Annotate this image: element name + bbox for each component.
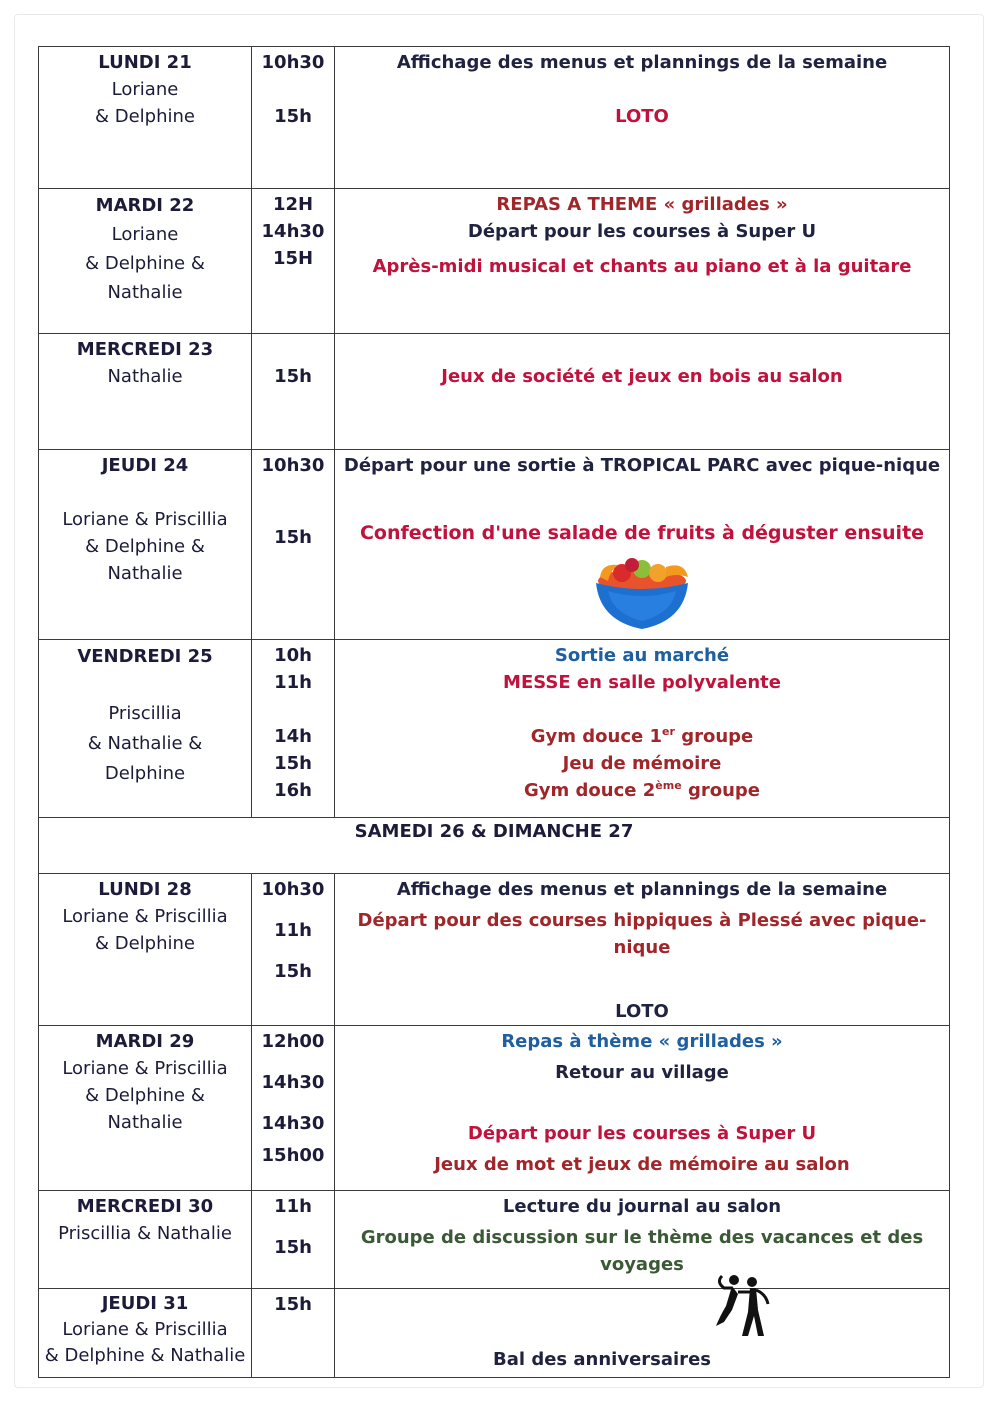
activity-label: Sortie au marché	[554, 645, 730, 666]
staff-label: & Delphine	[94, 933, 195, 954]
day-cell	[39, 450, 252, 640]
time-cell	[252, 450, 335, 640]
activity-label: Après-midi musical et chants au piano et à la guitare	[372, 256, 912, 277]
day-cell	[39, 1191, 252, 1289]
activity-label: Affichage des menus et plannings de la semaine	[396, 879, 888, 900]
staff-label: & Delphine &	[85, 253, 205, 274]
table-row	[39, 47, 950, 189]
time-label: 12h00	[261, 1031, 325, 1052]
day-cell	[39, 334, 252, 450]
table-row	[39, 1026, 950, 1191]
activity-label: Départ pour les courses à Super U	[467, 221, 817, 242]
staff-label: Priscillia & Nathalie	[58, 1223, 232, 1244]
staff-label: Nathalie	[107, 563, 183, 584]
time-label: 16h	[274, 780, 312, 801]
activity-cell	[335, 1191, 950, 1289]
time-label: 10h30	[261, 52, 325, 73]
activity-cell	[335, 189, 950, 334]
time-label: 14h	[274, 726, 312, 747]
staff-label: Loriane & Priscillia	[62, 1319, 228, 1340]
time-label: 15h	[274, 366, 312, 387]
table-row	[39, 1191, 950, 1289]
staff-label: Loriane	[111, 224, 179, 245]
weekly-activity-table	[38, 46, 950, 1378]
activity-label: Groupe de discussion sur le thème des vacances et des voyages	[360, 1227, 924, 1275]
day-label: LUNDI 21	[98, 52, 192, 73]
staff-label: & Nathalie &	[87, 733, 203, 754]
time-label: 15h	[274, 753, 312, 774]
activity-label: LOTO	[615, 106, 669, 127]
activity-label: Départ pour les courses à Super U	[467, 1123, 817, 1144]
staff-label: Priscillia	[108, 703, 182, 724]
staff-label: Nathalie	[107, 1112, 183, 1133]
day-cell	[39, 1289, 252, 1378]
time-label: 15h	[274, 961, 312, 982]
staff-label: Loriane & Priscillia	[62, 1058, 228, 1079]
day-cell	[39, 874, 252, 1026]
activity-label: Départ pour une sortie à TROPICAL PARC avec pique-nique	[343, 455, 941, 476]
staff-label: & Delphine & Nathalie	[44, 1345, 246, 1366]
time-label: 14h30	[261, 221, 325, 242]
time-label: 15h	[274, 527, 312, 548]
staff-label: Loriane & Priscillia	[62, 906, 228, 927]
weekend-label: SAMEDI 26 & DIMANCHE 27	[39, 818, 950, 874]
staff-label: Nathalie	[107, 366, 183, 387]
time-label: 15h	[274, 1237, 312, 1258]
time-cell	[252, 189, 335, 334]
time-label: 14h30	[261, 1113, 325, 1134]
staff-label: Loriane & Priscillia	[62, 509, 228, 530]
activity-cell	[335, 640, 950, 818]
day-cell	[39, 640, 252, 818]
time-cell	[252, 640, 335, 818]
table-row	[39, 450, 950, 640]
time-label: 15h	[274, 106, 312, 127]
day-label: MERCREDI 23	[76, 339, 214, 360]
day-label: LUNDI 28	[98, 879, 192, 900]
day-label: MERCREDI 30	[76, 1196, 214, 1217]
activity-label: Gym douce 2ème groupe	[524, 779, 760, 801]
time-label: 15h00	[261, 1145, 325, 1166]
time-label: 15h	[274, 1294, 312, 1315]
time-label: 10h30	[261, 455, 325, 476]
table-row	[39, 1289, 950, 1378]
staff-label: Delphine	[104, 763, 186, 784]
activity-label: LOTO	[615, 1001, 669, 1022]
activity-label: Bal des anniversaires	[493, 1349, 711, 1370]
time-label: 12H	[272, 194, 314, 215]
staff-label: Nathalie	[107, 282, 183, 303]
activity-label: Départ pour des courses hippiques à Plessé avec pique-nique	[357, 910, 927, 958]
day-cell	[39, 47, 252, 189]
table-row	[39, 818, 950, 874]
table-row	[39, 640, 950, 818]
day-label: MARDI 22	[95, 195, 195, 216]
activity-cell	[335, 1026, 950, 1191]
table-row	[39, 334, 950, 450]
staff-label: & Delphine &	[85, 536, 205, 557]
activity-label: REPAS A THEME « grillades »	[496, 194, 788, 215]
time-label: 15H	[272, 248, 314, 269]
day-label: MARDI 29	[95, 1031, 195, 1052]
time-cell	[252, 874, 335, 1026]
time-cell	[252, 47, 335, 189]
day-label: JEUDI 24	[101, 455, 189, 476]
staff-label: & Delphine	[94, 106, 195, 127]
staff-label: Loriane	[111, 79, 179, 100]
activity-cell	[335, 874, 950, 1026]
time-cell	[252, 1026, 335, 1191]
time-cell	[252, 334, 335, 450]
activity-label: Affichage des menus et plannings de la semaine	[396, 52, 888, 73]
activity-cell	[335, 47, 950, 189]
activity-label: Confection d'une salade de fruits à déguster ensuite	[359, 522, 925, 544]
time-label: 11h	[274, 1196, 312, 1217]
dancing-couple-icon	[712, 1272, 776, 1342]
activity-cell	[335, 1289, 950, 1378]
day-label: JEUDI 31	[101, 1293, 189, 1314]
table-row	[39, 874, 950, 1026]
activity-label: Retour au village	[555, 1062, 729, 1083]
activity-label: Jeu de mémoire	[562, 753, 722, 774]
day-label: VENDREDI 25	[77, 646, 213, 667]
staff-label: & Delphine &	[85, 1085, 205, 1106]
table-row	[39, 189, 950, 334]
activity-cell	[335, 450, 950, 640]
day-cell	[39, 189, 252, 334]
time-cell	[252, 1191, 335, 1289]
fruit-salad-bowl-icon	[592, 551, 692, 635]
activity-label: Gym douce 1er groupe	[530, 725, 754, 747]
time-label: 10h	[274, 645, 312, 666]
time-label: 14h30	[261, 1072, 325, 1093]
activity-label: Lecture du journal au salon	[502, 1196, 782, 1217]
activity-cell	[335, 334, 950, 450]
day-cell	[39, 1026, 252, 1191]
activity-label: Jeux de société et jeux en bois au salon	[441, 366, 843, 387]
time-label: 10h30	[261, 879, 325, 900]
time-label: 11h	[274, 672, 312, 693]
activity-label: MESSE en salle polyvalente	[503, 672, 781, 693]
time-label: 11h	[274, 920, 312, 941]
activity-label: Jeux de mot et jeux de mémoire au salon	[434, 1154, 850, 1175]
activity-label: Repas à thème « grillades »	[501, 1031, 783, 1052]
